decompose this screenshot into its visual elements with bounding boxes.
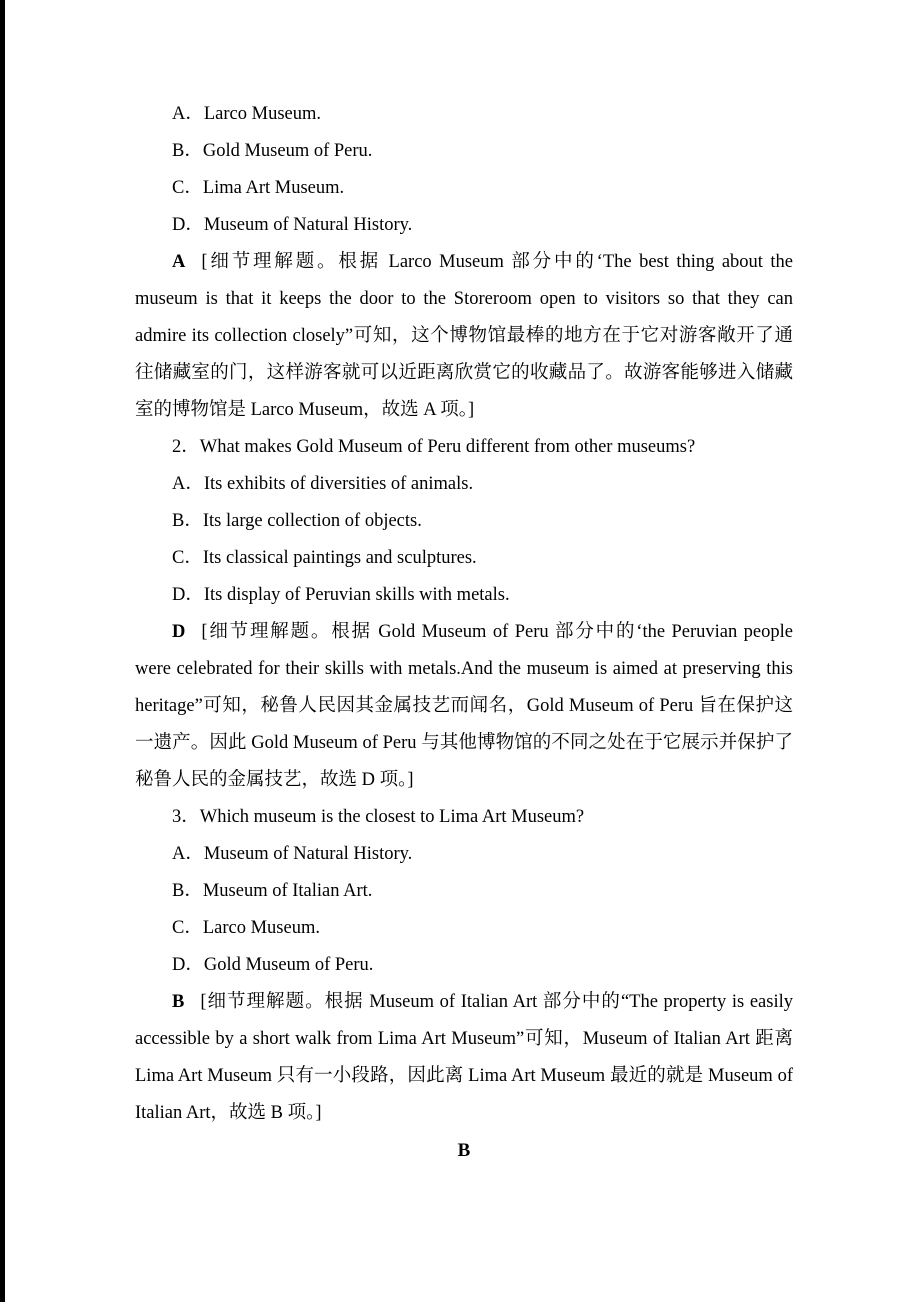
section-letter: B [457,1140,471,1161]
q2-stem: 2．What makes Gold Museum of Peru different from other museums? [172,437,696,457]
q3-explanation-text: [细节理解题。根据 Museum of Italian Art 部分中的“The property is easily accessible by a short walk from Lima Art Museum”可知，Museum of Italian Art 距离 Lima Art Museum 只有一小段路，因此离 Lima Art Museum 最近的就是 Museum of Italian Art，故选 B 项。] [135,992,793,1123]
q3-answer-explanation [135,984,793,1132]
q3-option-a: A．Museum of Natural History. [172,844,413,864]
page-edge-line [0,0,5,1302]
q1-answer-letter: A [172,252,186,272]
q1-option-a: A．Larco Museum. [172,104,321,124]
q2-option-b: B．Its large collection of objects. [172,511,422,531]
q2-option-d: D．Its display of Peruvian skills with metals. [172,585,510,605]
q3-answer-letter: B [172,992,185,1012]
q1-option-c: C．Lima Art Museum. [172,178,345,198]
q3-option-d: D．Gold Museum of Peru. [172,955,374,975]
q2-explanation-text: [细节理解题。根据 Gold Museum of Peru 部分中的‘the Peruvian people were celebrated for their skills with metals.And the museum is aimed at preserving this heritage”可知，秘鲁人民因其金属技艺而闻名，Gold Museum of Peru 旨在保护这一遗产。因此 Gold Museum of Peru 与其他博物馆的不同之处在于它展示并保护了秘鲁人民的金属技艺，故选 D 项。] [135,622,793,790]
q3-option-b: B．Museum of Italian Art. [172,881,373,901]
q1-option-d: D．Museum of Natural History. [172,215,413,235]
q2-option-a: A．Its exhibits of diversities of animals. [172,474,474,494]
q1-option-b: B．Gold Museum of Peru. [172,141,373,161]
document-content [135,96,793,1169]
q2-answer-explanation [135,614,793,799]
q1-explanation-text: [细节理解题。根据 Larco Museum 部分中的‘The best thing about the museum is that it keeps the door to the Storeroom open to visitors so that they can admire its collection closely”可知，这个博物馆最棒的地方在于它对游客敞开了通往储藏室的门，这样游客就可以近距离欣赏它的收藏品了。故游客能够进入储藏室的博物馆是 Larco Museum，故选 A 项。] [135,252,793,420]
q3-option-c: C．Larco Museum. [172,918,320,938]
q2-answer-letter: D [172,622,186,642]
q1-answer-explanation [135,244,793,429]
q2-option-c: C．Its classical paintings and sculptures. [172,548,477,568]
q3-stem: 3．Which museum is the closest to Lima Art Museum? [172,807,585,827]
